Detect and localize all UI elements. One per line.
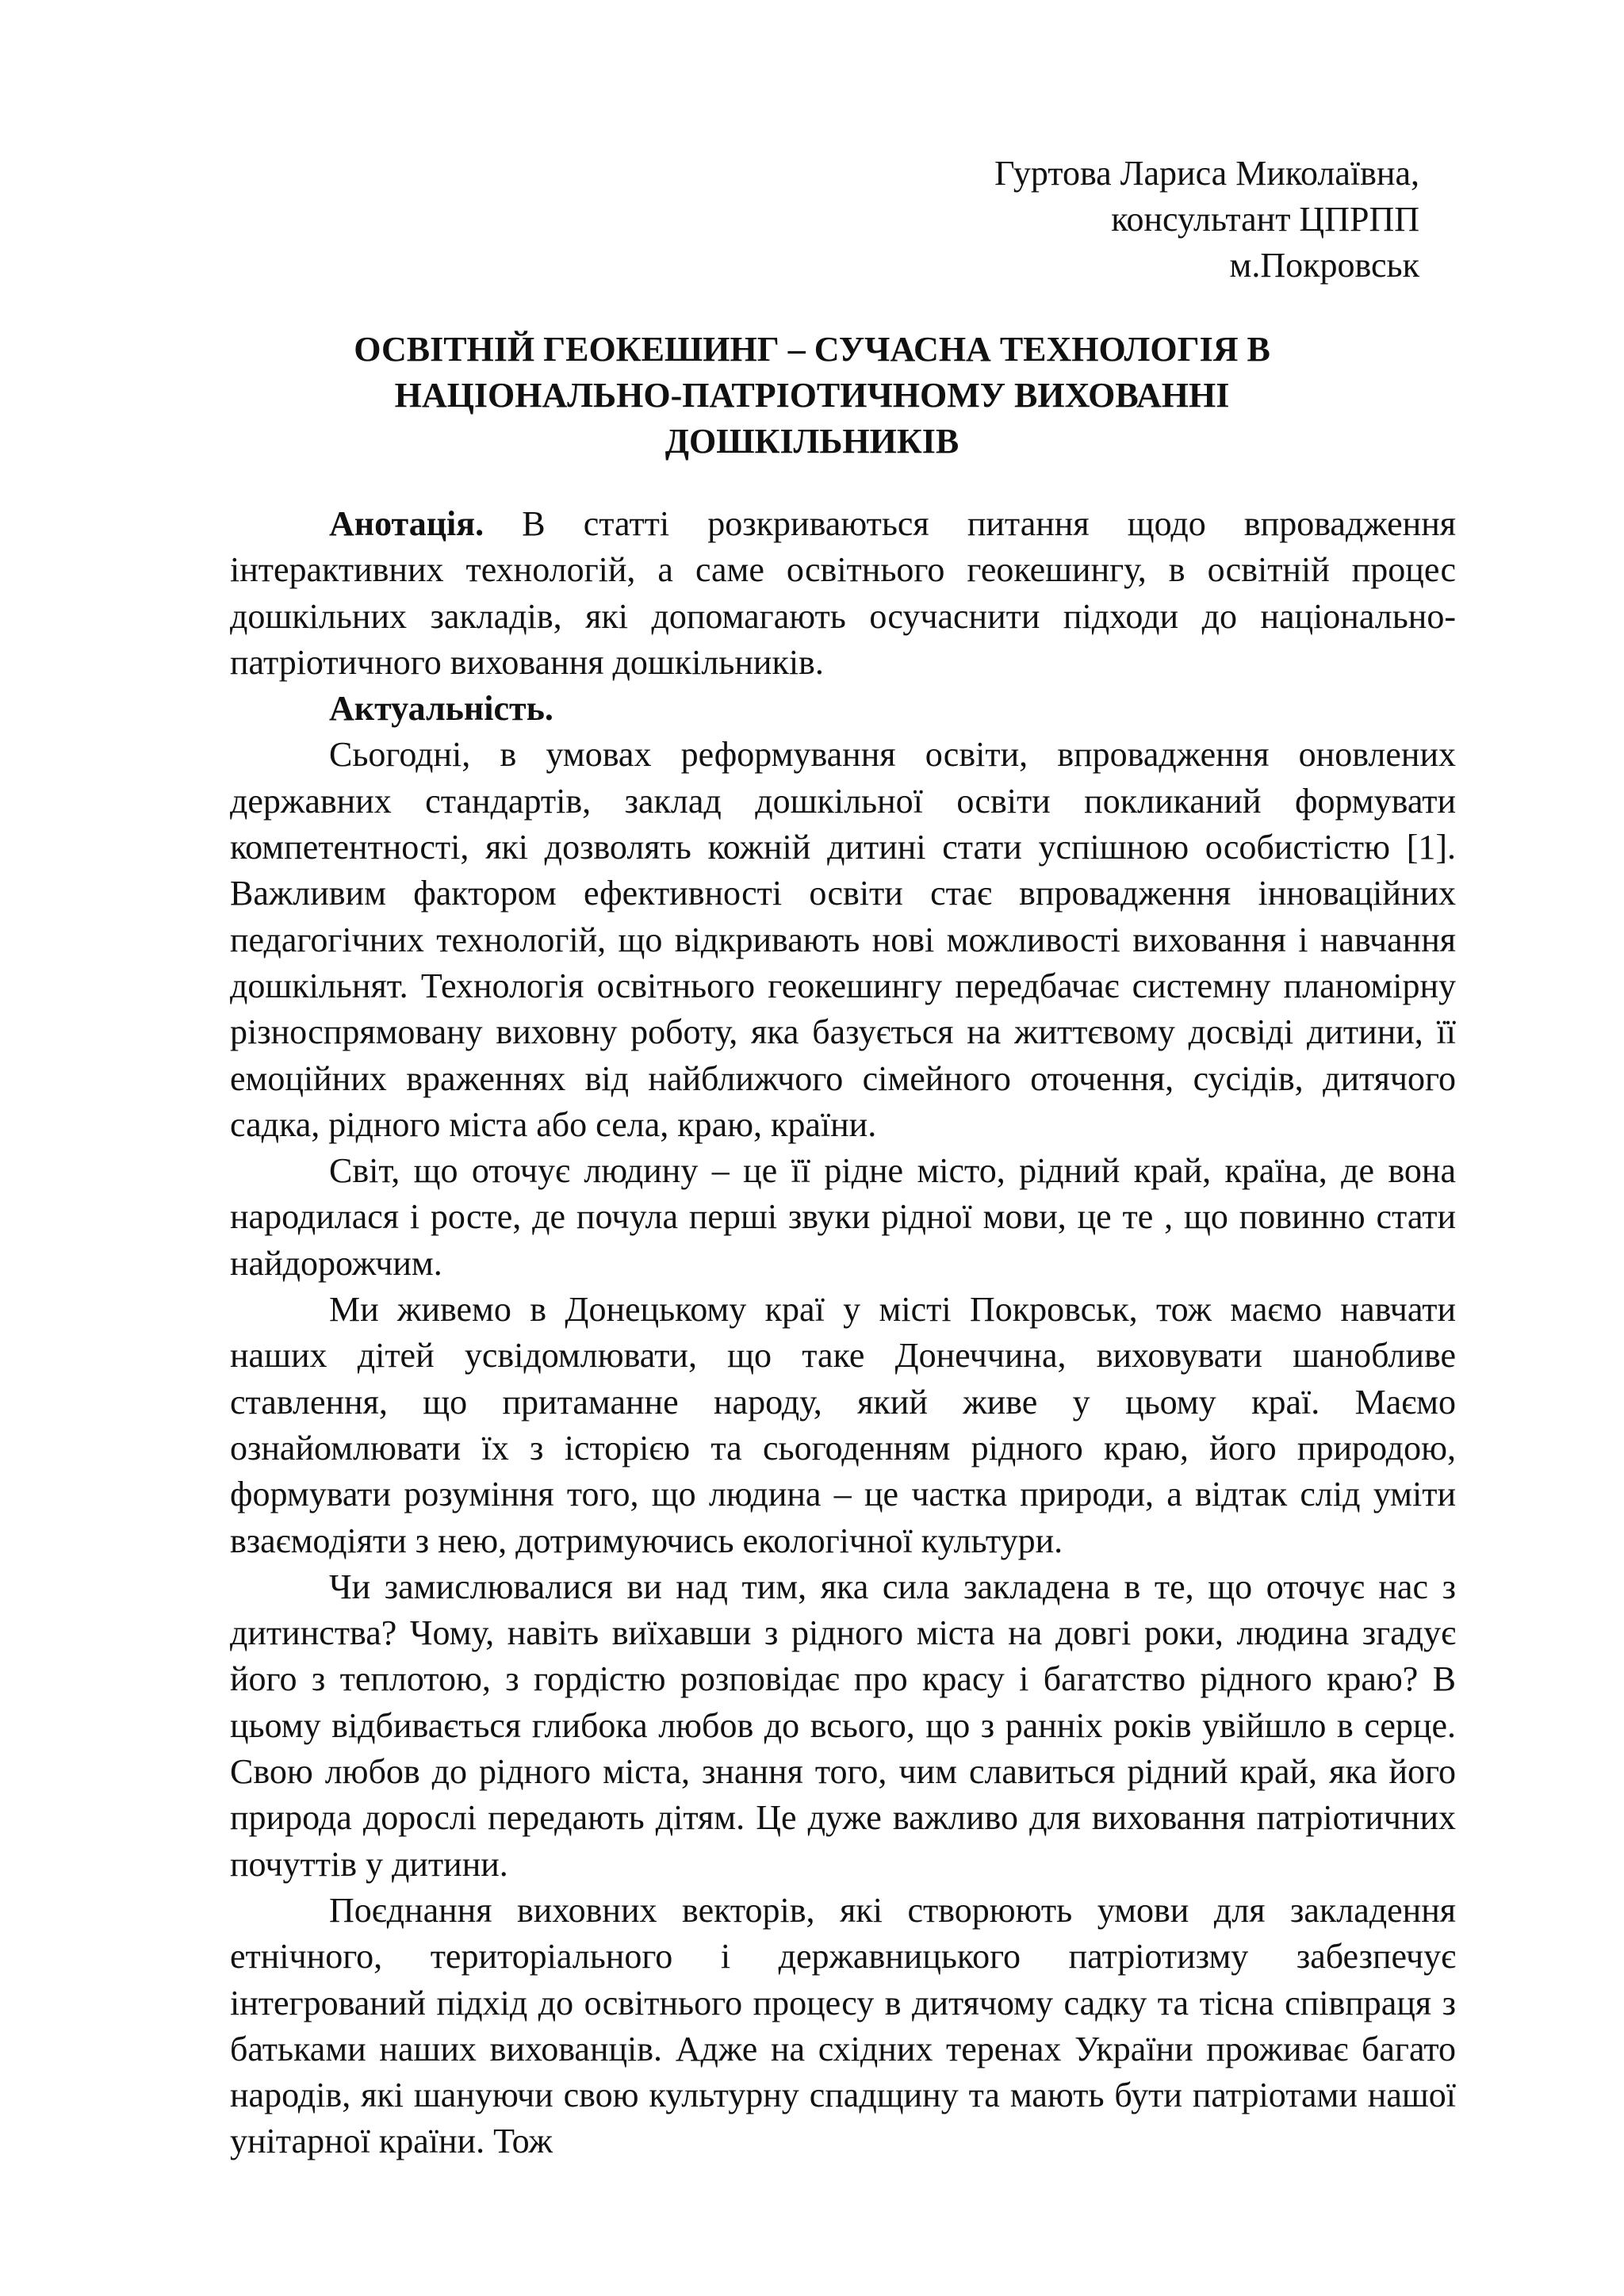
annotation-label: Анотація. (329, 504, 485, 543)
article-title (230, 327, 1394, 465)
body-paragraph: Сьогодні, в умовах реформування освіти, впровадження оновлених державних стандартів, заклад дошкільної освіти покликаний формувати компетентності, які дозволять кожній дитині стати успішною особистістю [1]. Важливим фактором ефективності освіти стає впровадження інноваційних педагогічних технологій, що відкривають нові можливості виховання і навчання дошкільнят. Технологія освітнього геокешингу передбачає системну планомірну різноспрямовану виховну роботу, яка базується на життєвому досвіді дитини, її емоційних враженнях від найближчого сімейного оточення, сусідів, дитячого садка, рідного міста або села, краю, країни. (230, 735, 1456, 1144)
title-line-3: ДОШКІЛЬНИКІВ (665, 422, 959, 461)
author-block (994, 151, 1419, 289)
relevance-heading: Актуальність. (329, 689, 553, 729)
author-position: консультант ЦПРПП (1111, 200, 1419, 239)
title-line-1: ОСВІТНІЙ ГЕОКЕШИНГ – СУЧАСНА ТЕХНОЛОГІЯ В (354, 330, 1270, 369)
annotation-text: В статті розкриваються питання щодо впровадження інтерактивних технологій, а саме освітнього геокешингу, в освітній процес дошкільних закладів, які допомагають осучаснити підходи до національно-патріотичного виховання дошкільників. (230, 504, 1456, 682)
body-paragraph: Ми живемо в Донецькому краї у місті Покровськ, тож маємо навчати наших дітей усвідомлювати, що таке Донеччина, виховувати шанобливе ставлення, що притаманне народу, який живе у цьому краї. Маємо ознайомлювати їх з історією та сьогоденням рідного краю, його природою, формувати розуміння того, що людина – це частка природи, а відтак слід уміти взаємодіяти з нею, дотримуючись екологічної культури. (230, 1290, 1456, 1560)
body-paragraph: Світ, що оточує людину – це її рідне місто, рідний край, країна, де вона народилася і росте, де почула перші звуки рідної мови, це те , що повинно стати найдорожчим. (230, 1151, 1456, 1283)
article-body (230, 501, 1456, 2165)
author-city: м.Покровськ (1229, 246, 1419, 285)
body-paragraph: Чи замислювалися ви над тим, яка сила закладена в те, що оточує нас з дитинства? Чому, навіть виїхавши з рідного міста на довгі роки, людина згадує його з теплотою, з гордістю розповідає про красу і багатство рідного краю? В цьому відбивається глибока любов до всього, що з ранніх років увійшло в серце. Свою любов до рідного міста, знання того, чим славиться рідний край, яка його природа дорослі передають дітям. Це дуже важливо для виховання патріотичних почуттів у дитини. (230, 1567, 1456, 1884)
body-paragraph: Поєднання виховних векторів, які створюють умови для закладення етнічного, територіального і державницького патріотизму забезпечує інтегрований підхід до освітнього процесу в дитячому садку та тісна співпраця з батьками наших вихованців. Адже на східних теренах України проживає багато народів, які шануючи свою культурну спадщину та мають бути патріотами нашої унітарної країни. Тож (230, 1890, 1456, 2161)
author-name: Гуртова Лариса Миколаївна, (994, 154, 1419, 193)
annotation-paragraph (230, 501, 1456, 686)
title-line-2: НАЦІОНАЛЬНО-ПАТРІОТИЧНОМУ ВИХОВАННІ (394, 376, 1230, 415)
